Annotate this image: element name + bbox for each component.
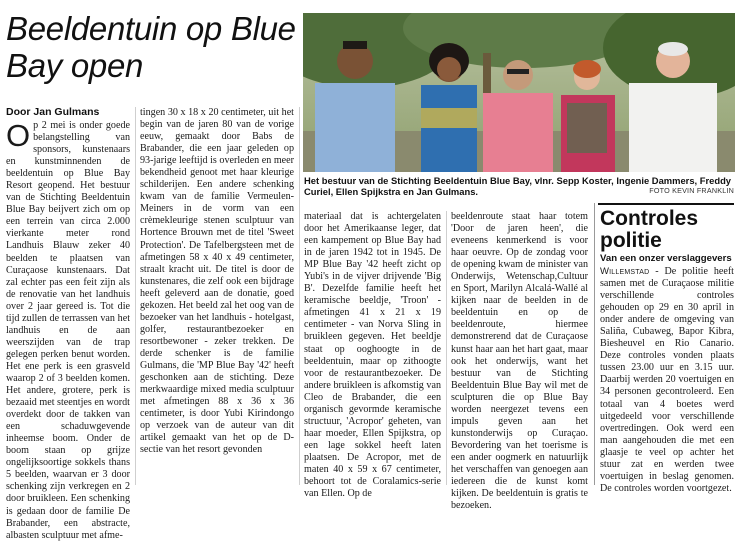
sidebar-body-text: - De politie heeft samen met de Curaçaose militie verschillende controles gehouden op 29 en 30 april in onder andere de omgeving van Saliña, Cubaweg, Bapor Kibra, Biesheuvel en Rio Canario. Deze controles vonden plaats tussen 23.00 uur en 3.15 uur. Daarbij werden 20 voertuigen en 34 personen gecontroleerd. Een totaal van 4 boetes werd uitgedeeld voor verschillende overtredingen. Ook werd een man aangehouden die met een glaasje te veel op achter het stuur zat en werden twee voertuigen in beslag genomen. De controles worden voortgezet. [600, 266, 734, 494]
sidebar-byline: Van een onzer verslaggevers [600, 253, 732, 264]
photo-credit: FOTO KEVIN FRANKLIN [649, 186, 734, 195]
article-byline: Door Jan Gulmans [6, 106, 100, 118]
column-divider [299, 107, 300, 485]
article-column-4 [451, 211, 588, 512]
sidebar-top-rule [598, 203, 734, 205]
group-photo [303, 13, 735, 172]
article-column-1 [6, 120, 130, 542]
group-photo-image [303, 13, 735, 172]
sidebar-dateline: Willemstad [600, 266, 650, 277]
sidebar-body [600, 266, 734, 495]
photo-caption: Het bestuur van de Stichting Beeldentuin Blue Bay, vlnr. Sepp Koster, Ingenie Dammers, Freddy Curiel, Ellen Spijkstra en Jan Gulmans. [304, 175, 732, 198]
article-column-1-text: p 2 mei is onder goede belangstelling van sponsors, kunstenaars en kunstminnenden de beeldentuin op Blue Bay Resort geopend. Het bestuur van de Stichting Beeldentuin Blue Bay beijvert zich om op een terrein van circa 2.000 vierkante meter rond Landhuis Blauw zeker 40 beelden te plaatsen van Curaçaose kunstenaars. Dat zal echter pas een feit zijn als de renovatie van het landhuis over 2 jaar gereed is. Tot die tijd zullen de terrassen van het landhuis en de aan weerszijden van de trap gelegen perken benut worden. Het ene perk is een grasveld waarop 2 of 3 beelden komen. Het andere, grotere, perk is bezaaid met steentjes en wordt overdekt door de takken van een schaduwgevende inheemse boom. Onder de boom staan op grijze ongelijksoortige sokkels thans 5 beelden, waarvan er 3 door schenking zijn verkregen en 2 door bruikleen. Een schenking is gedaan door de familie De Brabander, een abstracte, albasten sculptuur met afme- [6, 120, 130, 541]
article-headline: Beeldentuin op Blue Bay open [6, 10, 296, 84]
column-divider [135, 107, 136, 485]
sidebar-divider [594, 203, 595, 485]
article-column-2-text: tingen 30 x 18 x 20 centimeter, uit het begin van de jaren 80 van de vorige eeuw, gemaakt door Babs de Brabander, die een jaar geleden op 93-jarige leeftijd is overleden en meer bekendheid genoot met haar kleurige schilderijen. Een andere schenking kwam van de familie Vermeulen-Meiners in de vorm van een crèmekleurige stenen sculptuur van Hortence Brouwn met de titel 'Sweet Protection'. De Tafelbergsteen met de afmetingen 58 x 40 x 49 centimeter, straalt kracht uit. De titel is door de kunstenares, die zelf ook een bijdrage heeft geleverd aan de donatie, goed gekozen. Het beeld zal het oog van de bezoeker van het landhuis - hotelgast, golfer, restaurantbezoeker en resortbewoner - zeker trekken. De derde schenker is de familie Gulmans, die 'MP Blue Bay '42' heeft geschonken aan de stichting. Deze merkwaardige mixed media sculptuur met afmetingen 88 x 36 x 36 centimeter, is door Yubi Kirindongo op verzoek van de auteur van dit artikel gemaakt van het op de D-sectie van het resort gevonden [140, 107, 294, 456]
article-column-4-text: beeldenroute staat haar totem 'Door de jaren heen', die eveneens kenmerkend is voor haar oeuvre. Op de zondag voor de opening kwam de minister van Onderwijs, Wetenschap,Cultuur en Sport, Marilyn Alcalá-Wallé al kijken naar de beelden in de beeldentuin en op de beeldenroute, hiermee demonstrerend dat de Curaçaose kunst haar aan het hart gaat, maar ook het onderwijs, want het bestuur van de Stichting Beeldentuin Blue Bay wil met de sculpturen die op Blue Bay worden neergezet tevens een impuls geven aan het kunstonderwijs op Curaçao. Bevordering van het toerisme is een ander oogmerk en natuurlijk het verschaffen van genoegen aan iedereen die de kunst komt kijken. De beeldentuin is gratis te bezoeken. [451, 211, 588, 512]
article-column-3 [304, 211, 441, 500]
article-column-3-text: materiaal dat is achtergelaten door het Amerikaanse leger, dat een kampement op Blue Bay had in de jaren 1942 tot in 1945. De MP Blue Bay '42 heeft zicht op Yubi's in de vijver drijvende 'Big B'. Dezelfde familie heeft het keramische beeldje, 'Troon' - afmetingen 41 x 21 x 19 centimeter - van Norva Sling in bruikleen gegeven. Het beeldje staat op ooghoogte in de beeldentuin, maar op zithoogte voor de restaurantbezoeker. De andere bruikleen is afkomstig van Cleo de Brabander, die een organisch gevormde keramische structuur, 'Acropor' geheten, van haar moeder, Ellen Spijkstra, op een lage sokkel heeft laten plaatsen. De Acropor, met de maten 40 x 59 x 67 centimeter, behoort tot de Coralamics-serie van Ellen. Op de [304, 211, 441, 500]
drop-cap: O [6, 118, 31, 153]
column-divider [446, 211, 447, 485]
article-column-2 [140, 107, 294, 456]
sidebar-headline: Controles politie [600, 207, 699, 252]
